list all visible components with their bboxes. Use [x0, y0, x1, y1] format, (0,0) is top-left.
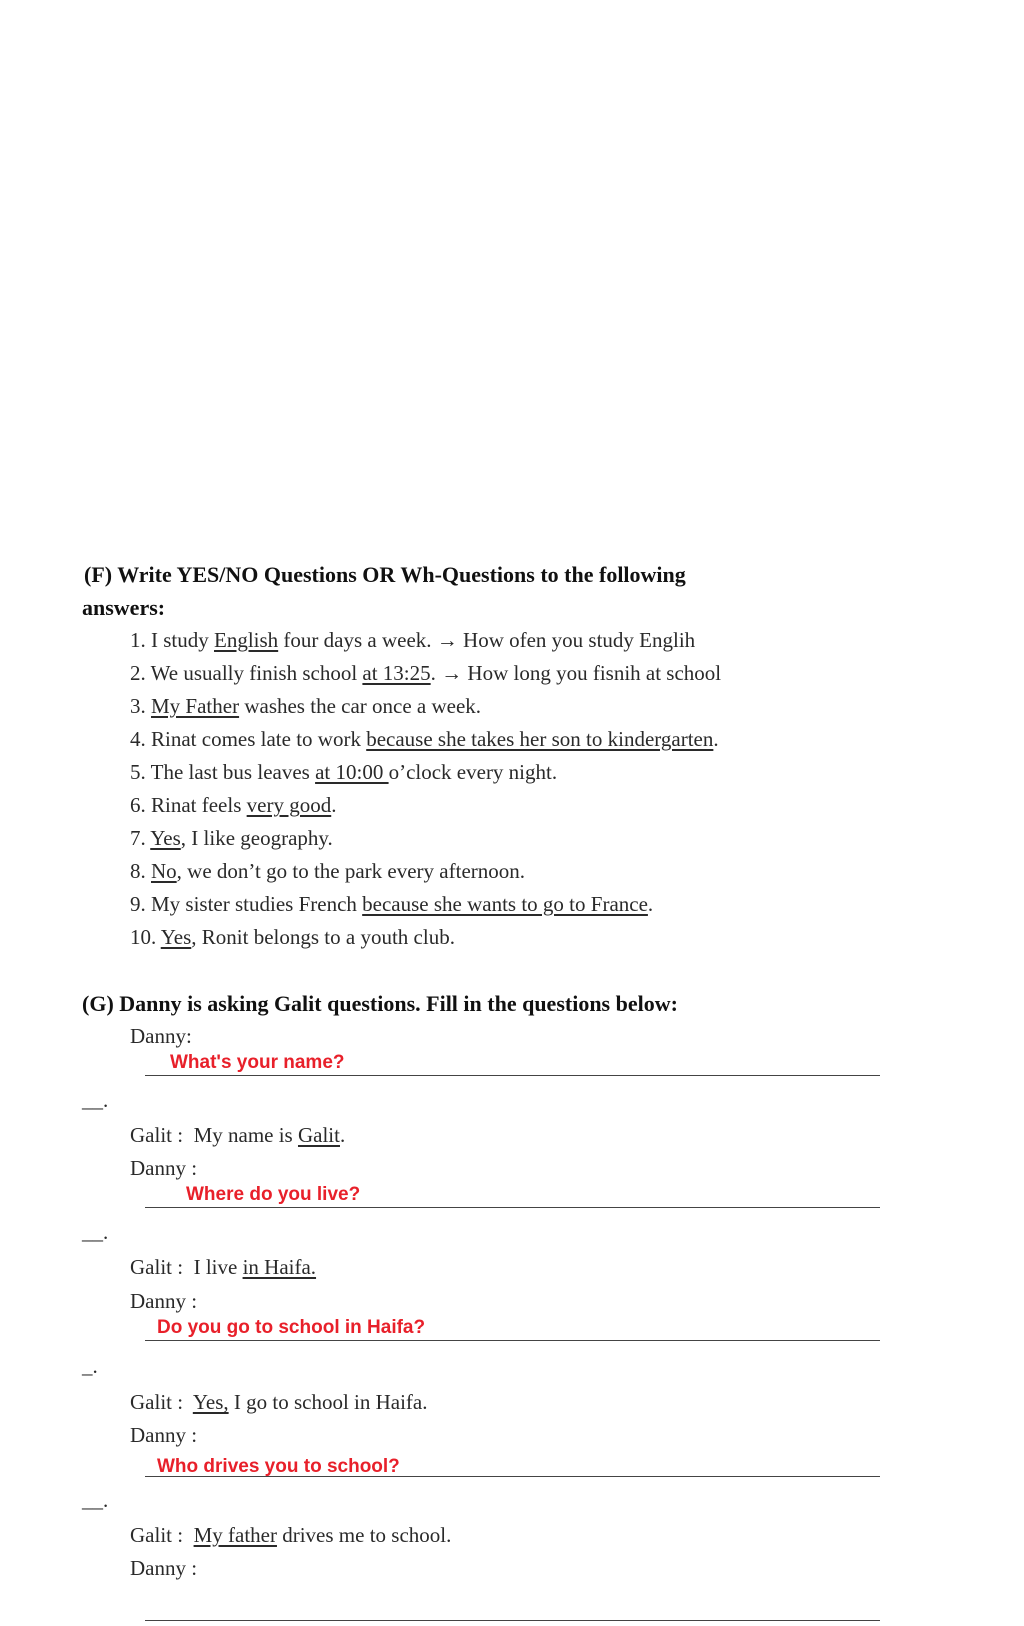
- blank-dash: __.: [82, 1088, 109, 1112]
- list-item: 10. Yes, Ronit belongs to a youth club.: [130, 925, 455, 949]
- blank-dash: __.: [82, 1488, 109, 1512]
- danny-label: Danny :: [130, 1289, 198, 1313]
- galit-line: Galit : My name is Galit.: [130, 1123, 346, 1147]
- list-item: 4. Rinat comes late to work because she takes her son to kindergarten.: [130, 727, 719, 751]
- list-item: 3. My Father washes the car once a week.: [130, 694, 482, 718]
- galit-line: Galit : Yes, I go to school in Haifa.: [130, 1390, 428, 1414]
- danny-label: Danny :: [130, 1423, 198, 1447]
- blank-dash: __.: [82, 1220, 109, 1244]
- answer-line: [145, 1340, 880, 1341]
- galit-line: Galit : My father drives me to school.: [130, 1523, 452, 1547]
- danny-label: Danny :: [130, 1556, 198, 1580]
- answer-question-2[interactable]: Where do you live?: [186, 1184, 361, 1205]
- answer-line-empty[interactable]: [145, 1620, 880, 1621]
- answer-question-4[interactable]: Who drives you to school?: [157, 1456, 400, 1477]
- answer-line: [145, 1476, 880, 1477]
- blank-dash: _.: [82, 1354, 98, 1378]
- danny-label: Danny:: [130, 1024, 192, 1048]
- answer-question-3[interactable]: Do you go to school in Haifa?: [157, 1317, 426, 1338]
- list-item: 7. Yes, I like geography.: [130, 826, 333, 850]
- danny-label: Danny :: [130, 1156, 198, 1180]
- list-item: 2. We usually finish school at 13:25. → How long you fisnih at school: [130, 661, 722, 685]
- list-item: 8. No, we don’t go to the park every afternoon.: [130, 859, 526, 883]
- section-f-heading-line1: (F) Write YES/NO Questions OR Wh-Questions to the following: [84, 562, 686, 587]
- galit-line: Galit : I live in Haifa.: [130, 1255, 317, 1279]
- section-f-heading-line2: answers:: [82, 595, 166, 620]
- answer-line: [145, 1075, 880, 1076]
- section-g-heading: (G) Danny is asking Galit questions. Fill in the questions below:: [82, 991, 678, 1016]
- list-item: 6. Rinat feels very good.: [130, 793, 337, 817]
- list-item: 5. The last bus leaves at 10:00 o’clock every night.: [130, 760, 558, 784]
- answer-question-1[interactable]: What's your name?: [170, 1052, 345, 1073]
- list-item: 9. My sister studies French because she wants to go to France.: [130, 892, 654, 916]
- list-item: 1. I study English four days a week. → How ofen you study Englih: [130, 628, 696, 652]
- answer-line: [145, 1207, 880, 1208]
